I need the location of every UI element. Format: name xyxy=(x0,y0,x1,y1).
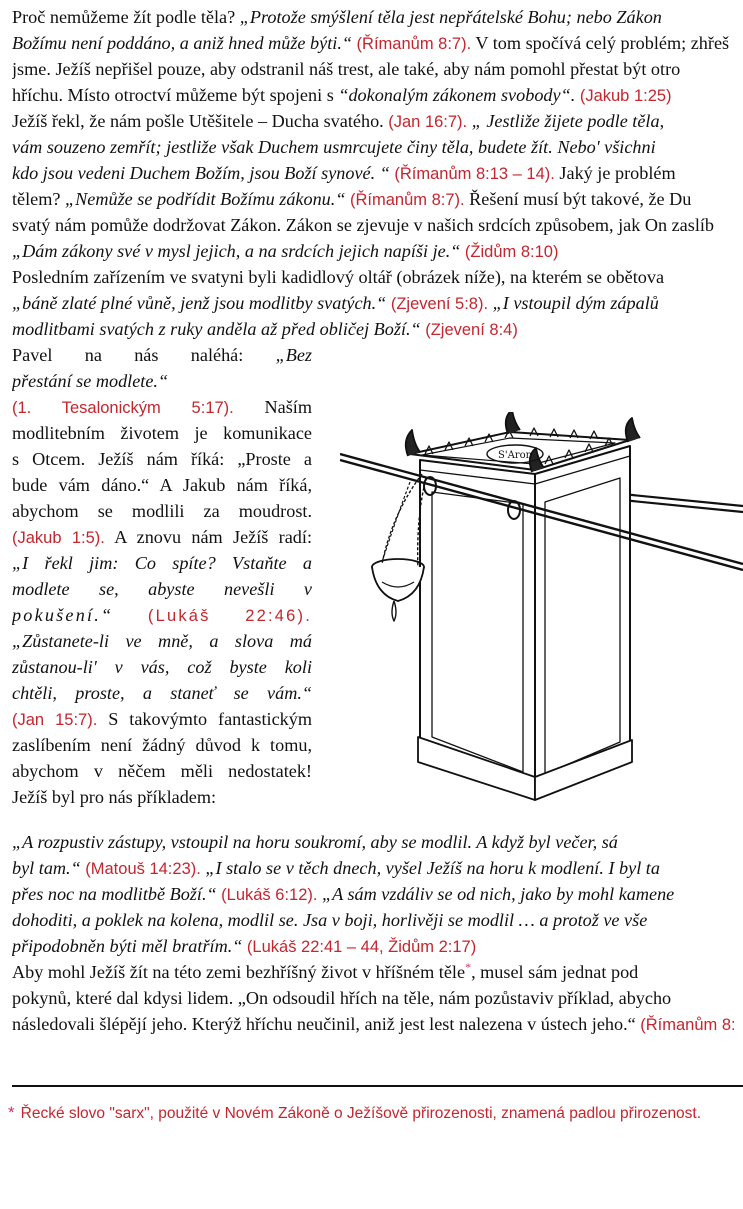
column-line xyxy=(12,394,312,420)
text-segment: V tom spočívá celý problém; zhřeš xyxy=(471,33,730,53)
text-segment: „I řekl jim: Co spíte? Vstaňte a xyxy=(12,553,312,573)
text-segment: „I vstoupil dým zápalů xyxy=(488,293,659,313)
column-line xyxy=(12,576,312,602)
lines-line xyxy=(12,212,743,238)
column-line xyxy=(12,368,312,394)
lines-line xyxy=(12,290,743,316)
footnote-marker-inline: * xyxy=(465,959,472,974)
scripture-reference: (Římanům 8: xyxy=(640,1016,736,1034)
text-segment: chtěli, proste, a staneť se vám.“ xyxy=(12,683,312,703)
text-segment: vám souzeno zemřít; jestliže však Duchem usmrcujete činy těla, budete žít. Nebo' všichni xyxy=(12,137,656,157)
text-segment: Jaký je problém xyxy=(554,163,676,183)
lines-line xyxy=(12,134,743,160)
text-segment: Ježíš byl pro nás příkladem: xyxy=(12,787,217,807)
text-segment: s Otcem. Ježíš nám říká: „Proste a xyxy=(12,449,312,469)
text-segment: pokušení.“ xyxy=(12,605,148,625)
text-segment: Božímu není poddáno, a aniž hned může býti.“ xyxy=(12,33,357,53)
text-segment: A znovu nám Ježíš radí: xyxy=(104,527,312,547)
column-line xyxy=(12,706,312,732)
lines-line xyxy=(12,108,743,134)
column-line xyxy=(12,420,312,446)
footnote-divider xyxy=(12,1085,743,1087)
altar-inscription: S'Aron xyxy=(497,450,533,461)
text-segment: bude vám dáno.“ A Jakub nám říká, xyxy=(12,475,312,495)
footnote-text: Řecké slovo "sarx", použité v Novém Zákoně o Ježíšově přirozenosti, znamená padlou přirozenost. xyxy=(20,1105,702,1122)
column-line xyxy=(12,628,312,654)
footnote-marker: * xyxy=(8,1103,15,1122)
text-segment: , musel sám jednat pod xyxy=(471,962,639,982)
text-segment: modlete se, abyste nevešli v xyxy=(12,579,312,599)
text-segment: „A sám vzdáliv se od nich, jako by mohl kamene xyxy=(317,884,675,904)
text-segment: “dokonalým zákonem svobody“. xyxy=(338,85,576,105)
text-segment: tělem? xyxy=(12,189,66,209)
text-segment: Posledním zařízením ve svatyni byli kadidlový oltář (obrázek níže), na kterém se obětova xyxy=(12,267,665,287)
scripture-reference: (Lukáš 6:12). xyxy=(221,886,318,904)
lines-line xyxy=(12,264,743,290)
text-segment: „ Jestliže žijete podle těla, xyxy=(467,111,665,131)
scripture-reference: (Matouš 14:23). xyxy=(85,860,201,878)
column-line xyxy=(12,472,312,498)
text-segment: hříchu. Místo otroctví můžeme být spojeni s xyxy=(12,85,339,105)
scripture-reference: (Zjevení 8:4) xyxy=(425,321,518,339)
lines-line xyxy=(12,316,743,342)
scripture-reference: (Jan 15:7). xyxy=(12,711,98,729)
text-segment: „báně zlaté plné vůně, jenž jsou modlitby svatých.“ xyxy=(12,293,391,313)
scripture-reference: (Jakub 1:25) xyxy=(575,87,672,105)
scripture-reference: (Římanům 8:7). xyxy=(349,191,465,209)
text-segment: zůstanou-li' v vás, což byste koli xyxy=(12,657,312,677)
column-line xyxy=(12,498,312,524)
column-line xyxy=(12,342,312,368)
text-segment: „A rozpustiv zástupy, vstoupil na horu soukromí, aby se modlil. A když byl večer, sá xyxy=(12,832,618,852)
text-segment: Pavel na nás naléhá: xyxy=(12,345,276,365)
text-segment: „I stalo se v těch dnech, vyšel Ježíš na horu k modlení. I byl ta xyxy=(200,858,660,878)
text-segment: „Dám zákony své v mysl jejich, a na srdcích jejich napíši je.“ xyxy=(12,241,465,261)
scripture-reference: (Lukáš 22:46). xyxy=(147,607,312,625)
column-line xyxy=(12,758,312,784)
scripture-reference: (1. Tesalonickým 5:17). xyxy=(12,399,234,417)
column-line xyxy=(12,680,312,706)
scripture-reference: (Římanům 8:7). xyxy=(356,35,472,53)
text-segment: „Nemůže se podřídit Božímu zákonu.“ xyxy=(65,189,350,209)
scripture-reference: (Jan 16:7). xyxy=(388,113,468,131)
text-segment: zaslíbením není žádný důvod k tomu, xyxy=(12,735,312,755)
scripture-reference: (Lukáš 22:41 – 44, Židům 2:17) xyxy=(246,938,477,956)
text-segment: přes noc na modlitbě Boží.“ xyxy=(12,884,222,904)
lines-line xyxy=(12,82,743,108)
lines-line xyxy=(12,30,743,56)
bottom-line xyxy=(12,907,743,933)
lines-line xyxy=(12,238,743,264)
lines-line xyxy=(12,4,743,30)
text-segment: kdo jsou vedeni Duchem Božím, jsou Boží synové. “ xyxy=(12,163,395,183)
text-segment: Řešení musí být takové, že Du xyxy=(464,189,692,209)
text-segment: modlitebním životem je komunikace xyxy=(12,423,312,443)
text-segment: přestání se modlete.“ xyxy=(12,371,169,391)
bottom-line xyxy=(12,933,743,959)
bottom-line xyxy=(12,881,743,907)
column-line xyxy=(12,784,312,810)
text-segment: připodobněn býti měl bratřím.“ xyxy=(12,936,247,956)
text-segment: „Zůstanete-li ve mně, a slova má xyxy=(12,631,312,651)
text-segment: modlitbami svatých z ruky anděla až před obličej Boží.“ xyxy=(12,319,426,339)
text-segment: Proč nemůžeme žít podle těla? xyxy=(12,7,240,27)
scripture-reference: (Zjevení 5:8). xyxy=(390,295,489,313)
scripture-reference: (Jakub 1:5). xyxy=(12,529,105,547)
text-segment: svatý nám pomůže dodržovat Zákon. Zákon se zjevuje v našich srdcích způsobem, jak On zaslíb xyxy=(12,215,715,235)
text-segment: abychom se modlili za moudrost. xyxy=(12,501,312,521)
column-line xyxy=(12,524,312,550)
text-segment: byl tam.“ xyxy=(12,858,86,878)
bottom-line xyxy=(12,959,743,985)
text-segment: dohoditi, a poklek na kolena, modlil se. Jsa v boji, horlivěji se modlil … a protož ve vše xyxy=(12,910,648,930)
lines-line xyxy=(12,186,743,212)
text-segment: „Protože smýšlení těla jest nepřátelské Bohu; nebo Zákon xyxy=(239,7,662,27)
column-line xyxy=(12,602,312,628)
column-line xyxy=(12,654,312,680)
text-segment: „Bez xyxy=(275,345,312,365)
column-line xyxy=(12,732,312,758)
text-segment: jsme. Ježíš nepřišel pouze, aby odstranil náš trest, ale také, aby nám pomohl přestat být otro xyxy=(12,59,681,79)
lines-line xyxy=(12,56,743,82)
bottom-line xyxy=(12,985,743,1011)
text-segment: Aby mohl Ježíš žít na této zemi bezhříšný život v hříšném těle xyxy=(12,962,466,982)
footnote xyxy=(8,1103,743,1123)
text-segment: následovali šlépějí jeho. Kterýž hříchu neučinil, aniž jest lest nalezena v ústech jeho.“ xyxy=(12,1014,641,1034)
bottom-line xyxy=(12,829,743,855)
bottom-line xyxy=(12,855,743,881)
text-segment: S takovýmto fantastickým xyxy=(97,709,312,729)
scripture-reference: (Židům 8:10) xyxy=(464,243,559,261)
column-line xyxy=(12,550,312,576)
text-segment: abychom v něčem měli nedostatek! xyxy=(12,761,312,781)
column-line xyxy=(12,446,312,472)
lines-line xyxy=(12,160,743,186)
bottom-line xyxy=(12,1011,743,1037)
text-segment: pokynů, které dal kdysi lidem. „On odsoudil hřích na těle, nám pozůstaviv příklad, abycho xyxy=(12,988,672,1008)
text-segment: Naším xyxy=(233,397,312,417)
incense-altar-illustration xyxy=(340,412,743,812)
text-segment: Ježíš řekl, že nám pošle Utěšitele – Ducha svatého. xyxy=(12,111,389,131)
scripture-reference: (Římanům 8:13 – 14). xyxy=(394,165,555,183)
